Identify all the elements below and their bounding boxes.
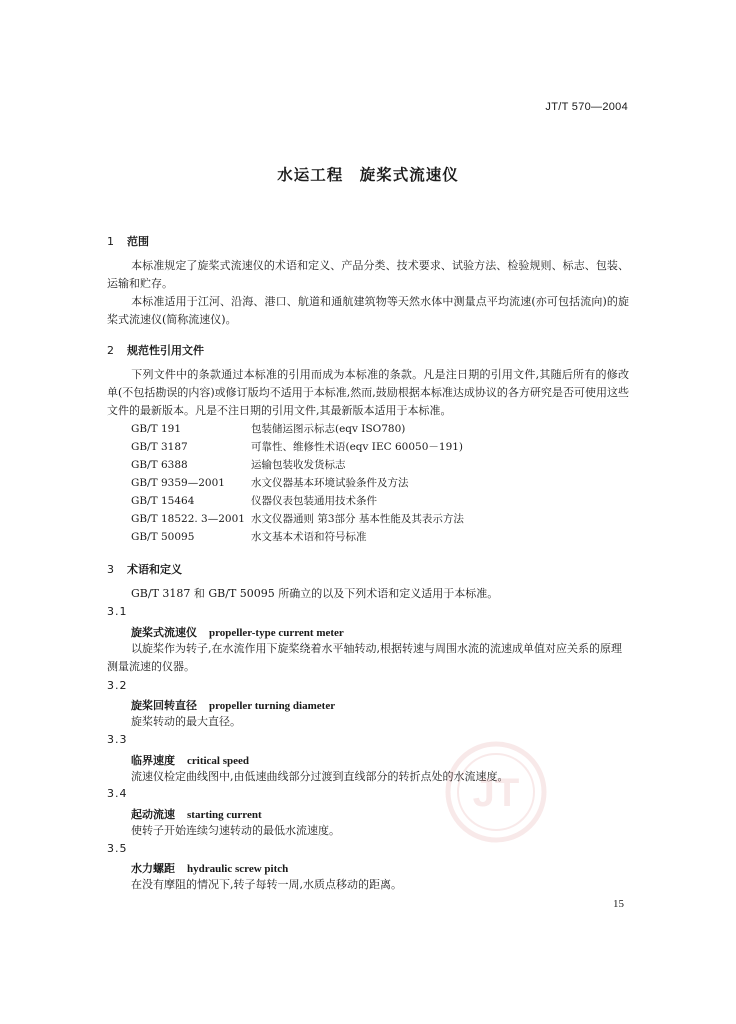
reference-code: GB/T 191 (131, 423, 182, 435)
term-number: 3.5 (107, 842, 128, 855)
reference-code: GB/T 15464 (131, 495, 195, 507)
section-2-heading (107, 342, 204, 358)
section-number: 1 (107, 235, 114, 248)
section-title: 范围 (127, 235, 149, 248)
definition-text: 旋桨转动的最大直径。 (131, 715, 241, 728)
section-number: 2 (107, 344, 114, 357)
reference-title: 包装储运图示标志(eqv ISO780) (251, 423, 406, 435)
section-number: 3 (107, 563, 114, 576)
term-chinese: 临界速度 (131, 754, 175, 767)
reference-code: GB/T 9359—2001 (131, 477, 225, 489)
term-number: 3.3 (107, 733, 128, 746)
reference-row (131, 439, 463, 456)
term-english: propeller turning diameter (209, 700, 336, 712)
reference-title: 仪器仪表包装通用技术条件 (251, 495, 377, 507)
standard-code: JT/T 570—2004 (545, 101, 628, 113)
reference-title: 水文仪器通则 第3部分 基本性能及其表示方法 (251, 513, 464, 525)
reference-row (131, 421, 405, 438)
section-1-paragraph-1 (107, 257, 629, 293)
reference-row (131, 511, 464, 528)
term-english: critical speed (187, 755, 250, 767)
term-chinese: 水力螺距 (131, 862, 175, 875)
term-chinese: 旋桨式流速仪 (131, 626, 197, 639)
term-definition (107, 768, 629, 786)
term-heading (131, 624, 344, 640)
reference-code: GB/T 6388 (131, 459, 188, 471)
reference-row (131, 493, 377, 510)
definition-text: 在没有摩阻的情况下,转子每转一周,水质点移动的距离。 (131, 878, 402, 891)
section-2-paragraph-1 (107, 366, 629, 420)
reference-title: 可靠性、维修性术语(eqv IEC 60050－191) (251, 441, 464, 453)
reference-row (131, 475, 409, 492)
definition-text: 使转子开始连续匀速转动的最低水流速度。 (131, 824, 340, 837)
section-title: 术语和定义 (127, 563, 182, 576)
paragraph-text: GB/T 3187 和 GB/T 50095 所确立的以及下列术语和定义适用于本标准。 (131, 587, 499, 600)
definition-text: 流速仪检定曲线图中,由低速曲线部分过渡到直线部分的转折点处的水流速度。 (131, 770, 509, 783)
term-heading (131, 860, 288, 876)
term-definition (107, 876, 629, 894)
document-title: 水运工程 旋桨式流速仪 (277, 166, 459, 184)
term-definition (107, 640, 629, 676)
section-1-heading (107, 233, 149, 249)
term-english: hydraulic screw pitch (187, 863, 289, 875)
term-chinese: 起动流速 (131, 808, 175, 821)
section-3-heading (107, 561, 182, 577)
reference-title: 水文基本术语和符号标准 (251, 531, 367, 543)
term-number: 3.2 (107, 679, 128, 692)
term-english: propeller-type current meter (209, 627, 344, 639)
reference-title: 运输包装收发货标志 (251, 459, 346, 471)
term-heading (131, 697, 335, 713)
section-title: 规范性引用文件 (127, 344, 204, 357)
term-english: starting current (187, 809, 262, 821)
term-number: 3.4 (107, 787, 128, 800)
term-heading (131, 752, 249, 768)
reference-title: 水文仪器基本环境试验条件及方法 (251, 477, 409, 489)
term-heading (131, 806, 262, 822)
paragraph-text: 下列文件中的条款通过本标准的引用而成为本标准的条款。凡是注日期的引用文件,其随后所有的修改单(不包括勘误的内容)或修订版均不适用于本标准,然而,鼓励根据本标准达成协议的各方研究是否可使用这些文件的最新版本。凡是不注日期的引用文件,其最新版本适用于本标准。 (107, 368, 629, 417)
watermark-text: JT (472, 771, 520, 815)
term-definition (107, 713, 629, 731)
reference-row (131, 457, 346, 474)
reference-code: GB/T 3187 (131, 441, 188, 453)
paragraph-text: 本标准规定了旋桨式流速仪的术语和定义、产品分类、技术要求、试验方法、检验规则、标志、包装、运输和贮存。 (107, 259, 629, 290)
reference-code: GB/T 18522. 3—2001 (131, 513, 245, 525)
definition-text: 以旋桨作为转子,在水流作用下旋桨绕着水平轴转动,根据转速与周围水流的流速成单值对应关系的原理测量流速的仪器。 (107, 642, 622, 673)
section-3-intro (107, 585, 629, 603)
term-chinese: 旋桨回转直径 (131, 699, 197, 712)
reference-code: GB/T 50095 (131, 531, 195, 543)
reference-row (131, 529, 367, 546)
term-definition (107, 822, 629, 840)
jt-seal-watermark-icon (444, 740, 548, 844)
term-number: 3.1 (107, 605, 128, 618)
page-number: 15 (613, 898, 624, 910)
section-1-paragraph-2 (107, 293, 629, 329)
paragraph-text: 本标准适用于江河、沿海、港口、航道和通航建筑物等天然水体中测量点平均流速(亦可包括流向)的旋桨式流速仪(简称流速仪)。 (107, 295, 629, 326)
